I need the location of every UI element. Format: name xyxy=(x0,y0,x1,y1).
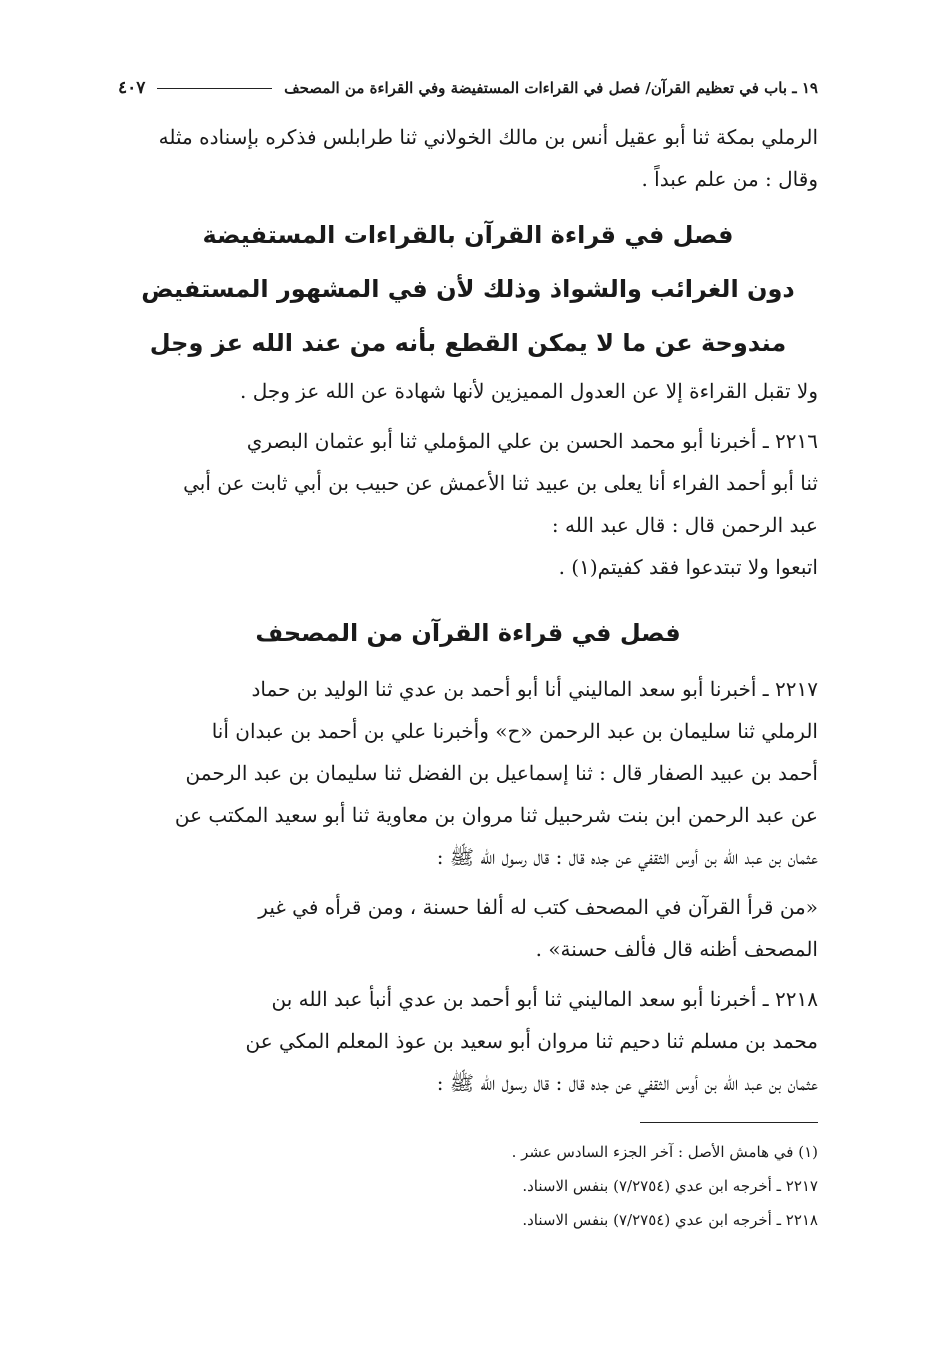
hadith-2216-line-1: ٢٢١٦ ـ أخبرنا أبو محمد الحسن بن علي المؤملي ثنا أبو عثمان البصري xyxy=(246,429,818,453)
hadith-2218-line-2: محمد بن مسلم ثنا دحيم ثنا مروان أبو سعيد بن عوذ المعلم المكي عن xyxy=(245,1029,818,1053)
header-rule xyxy=(157,88,272,89)
hadith-2216-quote: اتبعوا ولا تبتدعوا فقد كفيتم(١) . xyxy=(558,555,818,579)
continuation-line-1: الرملي بمكة ثنا أبو عقيل أنس بن مالك الخولاني ثنا طرابلس فذكره بإسناده مثله xyxy=(158,125,818,149)
section1-heading-line-2: دون الغرائب والشواذ وذلك لأن في المشهور المستفيض xyxy=(141,275,795,303)
hadith-2217-line-3: أحمد بن عبيد الصفار قال : ثنا إسماعيل بن الفضل ثنا سليمان بن عبد الرحمن xyxy=(185,761,818,785)
section1-heading-line-1: فصل في قراءة القرآن بالقراءات المستفيضة xyxy=(202,221,734,249)
section1-heading-line-3: مندوحة عن ما لا يمكن القطع بأنه من عند الله عز وجل xyxy=(149,329,787,357)
chapter-title: ١٩ ـ باب في تعظيم القرآن/ فصل في القراءات المستفيضة وفي القراءة من المصحف xyxy=(284,79,818,97)
hadith-2217-line-2: الرملي ثنا سليمان بن عبد الرحمن «ح» وأخبرنا علي بن أحمد بن عبدان أنا xyxy=(211,719,818,743)
section1-note: ولا تقبل القراءة إلا عن العدول المميزين لأنها شهادة عن الله عز وجل . xyxy=(240,379,818,403)
running-header xyxy=(118,68,818,108)
hadith-2216-line-3: عبد الرحمن قال : قال عبد الله : xyxy=(551,513,818,537)
hadith-2217-quote-line-2: المصحف أظنه قال فألف حسنة» . xyxy=(535,937,818,961)
hadith-2217-line-5: عثمان بن عبد الله بن أوس الثقفي عن جده قال : قال رسول الله ﷺ : xyxy=(436,845,818,869)
footnote-divider xyxy=(640,1122,818,1123)
book-page xyxy=(118,68,818,1348)
footnote-1: (١) في هامش الأصل : آخر الجزء السادس عشر . xyxy=(511,1143,818,1161)
hadith-2217-quote-line-1: «من قرأ القرآن في المصحف كتب له ألفا حسنة ، ومن قرأه في غير xyxy=(258,895,818,919)
hadith-2218-line-3: عثمان بن عبد الله بن أوس الثقفي عن جده قال : قال رسول الله ﷺ : xyxy=(436,1071,818,1095)
hadith-2217-line-4: عن عبد الرحمن ابن بنت شرحبيل ثنا مروان بن معاوية ثنا أبو سعيد المكتب عن xyxy=(174,803,818,827)
continuation-line-2: وقال : من علم عبداً . xyxy=(641,167,818,191)
section2-heading: فصل في قراءة القرآن من المصحف xyxy=(255,619,681,647)
footnote-2218: ٢٢١٨ ـ أخرجه ابن عدي (٧/٢٧٥٤) بنفس الاسناد. xyxy=(522,1211,818,1229)
hadith-2216-line-2: ثنا أبو أحمد الفراء أنا يعلى بن عبيد ثنا الأعمش عن حبيب بن أبي ثابت عن أبي xyxy=(183,471,818,495)
hadith-2217-line-1: ٢٢١٧ ـ أخبرنا أبو سعد الماليني أنا أبو أحمد بن عدي ثنا الوليد بن حماد xyxy=(251,677,818,701)
footnote-2217: ٢٢١٧ ـ أخرجه ابن عدي (٧/٢٧٥٤) بنفس الاسناد. xyxy=(522,1177,818,1195)
hadith-2218-line-1: ٢٢١٨ ـ أخبرنا أبو سعد الماليني ثنا أبو أحمد بن عدي أنبأ عبد الله بن xyxy=(271,987,818,1011)
page-number: ٤٠٧ xyxy=(118,78,146,98)
